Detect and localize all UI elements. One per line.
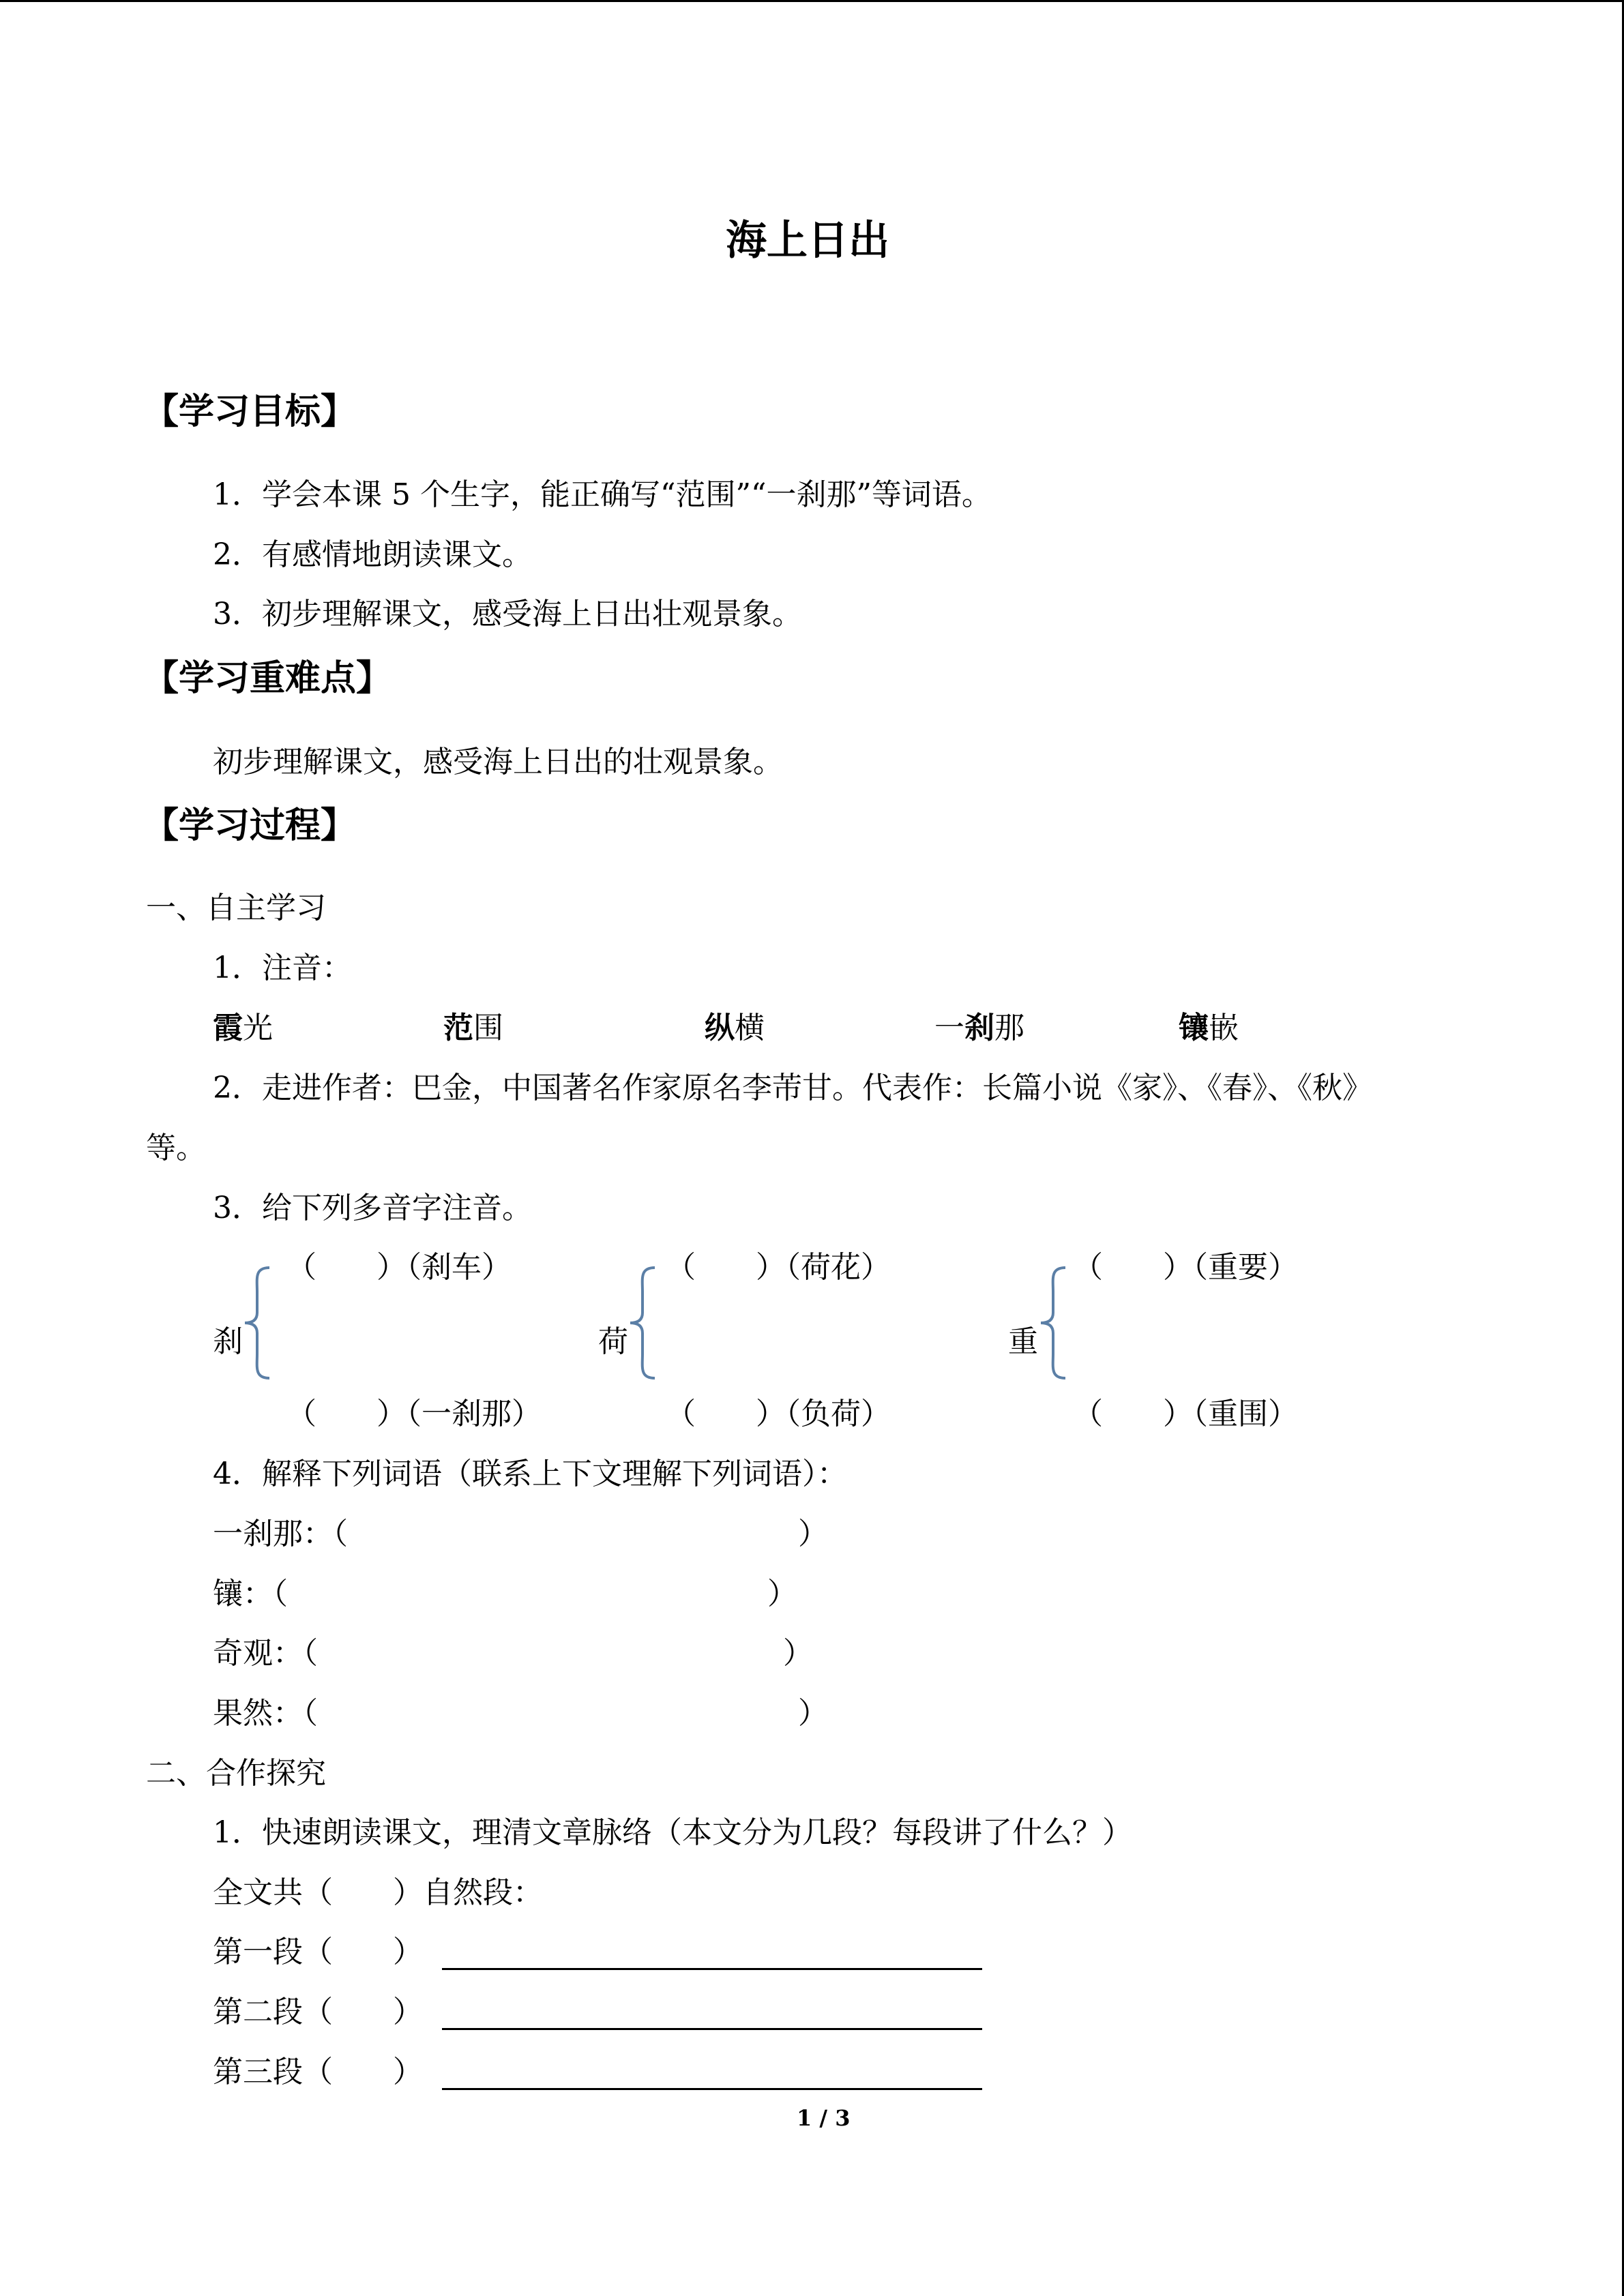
word-pre: 一 [934,1011,964,1045]
def-term: 奇观：（ [213,1636,318,1671]
curly-brace-icon [242,1265,272,1381]
word-rest: 那 [994,1011,1024,1045]
curly-brace-icon [1038,1265,1068,1381]
polyphone-bottom: （ ）（重围） [1073,1397,1298,1431]
key-points-header: 【学习重难点】 [143,658,392,699]
def-close: ） [767,1577,797,1611]
word-bold-char: 霞 [213,1011,243,1045]
def-term: 一刹那：（ [213,1517,348,1551]
polyphone-top: （ ）（刹车） [286,1250,512,1285]
polyphone-char: 刹 [213,1324,243,1359]
polyphone-bottom: （ ）（一刹那） [286,1397,542,1431]
page-number: 1 / 3 [797,2105,851,2131]
answer-line [442,1968,982,1970]
q1-pinyin: 1．注音： [213,951,352,985]
word-rest: 光 [243,1011,273,1045]
word-xiangqian [1179,1013,1239,1043]
word-xiaguang [213,1013,273,1043]
polyphone-top: （ ）（荷花） [666,1250,891,1285]
word-bold-char: 纵 [705,1011,735,1045]
polyphone-char: 重 [1008,1324,1038,1359]
word-rest: 横 [735,1011,765,1045]
part2-heading: 二、合作探究 [146,1756,326,1791]
goal-item: 1．学会本课 5 个生字，能正确写“范围”“一刹那”等词语。 [213,477,992,512]
process-header: 【学习过程】 [143,805,357,846]
goal-item: 3．初步理解课文，感受海上日出壮观景象。 [213,597,802,631]
total-paragraphs: 全文共（ ）自然段： [213,1875,543,1910]
paragraph-label: 第三段（ ） [213,2055,423,2089]
paragraph-label: 第一段（ ） [213,1935,423,1969]
q3-polyphones: 3．给下列多音字注音。 [213,1191,532,1225]
word-yichana [934,1013,1024,1043]
def-term: 果然：（ [213,1696,318,1731]
word-zongheng [705,1013,765,1043]
word-rest: 围 [473,1011,503,1045]
polyphone-char: 荷 [598,1324,628,1359]
goal-item: 2．有感情地朗读课文。 [213,537,532,572]
key-points-text: 初步理解课文，感受海上日出的壮观景象。 [213,745,783,779]
def-close: ） [783,1636,813,1671]
answer-line [442,2028,982,2030]
goals-header: 【学习目标】 [143,391,357,432]
word-rest: 嵌 [1209,1011,1239,1045]
word-bold-char: 范 [443,1011,473,1045]
q2-author-line2: 等。 [146,1131,206,1165]
page-border-top [0,0,1624,2]
page-title: 海上日出 [726,217,889,265]
word-bold-char: 镶 [1179,1011,1209,1045]
paragraph-label: 第二段（ ） [213,1995,423,2029]
def-close: ） [798,1517,828,1551]
q4-definitions: 4．解释下列词语（联系上下文理解下列词语）： [213,1457,847,1491]
word-bold-char: 刹 [964,1011,994,1045]
polyphone-top: （ ）（重要） [1073,1250,1298,1285]
curly-brace-icon [628,1265,658,1381]
part1-heading: 一、自主学习 [146,891,326,925]
q2-author-line1: 2．走进作者：巴金，中国著名作家原名李芾甘。代表作：长篇小说《家》、《春》、《秋》 [213,1071,1372,1105]
answer-line [442,2088,982,2090]
def-close: ） [798,1696,828,1731]
word-fanwei [443,1013,503,1043]
def-term: 镶：（ [213,1577,288,1611]
part2-q1: 1．快速朗读课文，理清文章脉络（本文分为几段？每段讲了什么？） [213,1815,1132,1850]
polyphone-bottom: （ ）（负荷） [666,1397,891,1431]
